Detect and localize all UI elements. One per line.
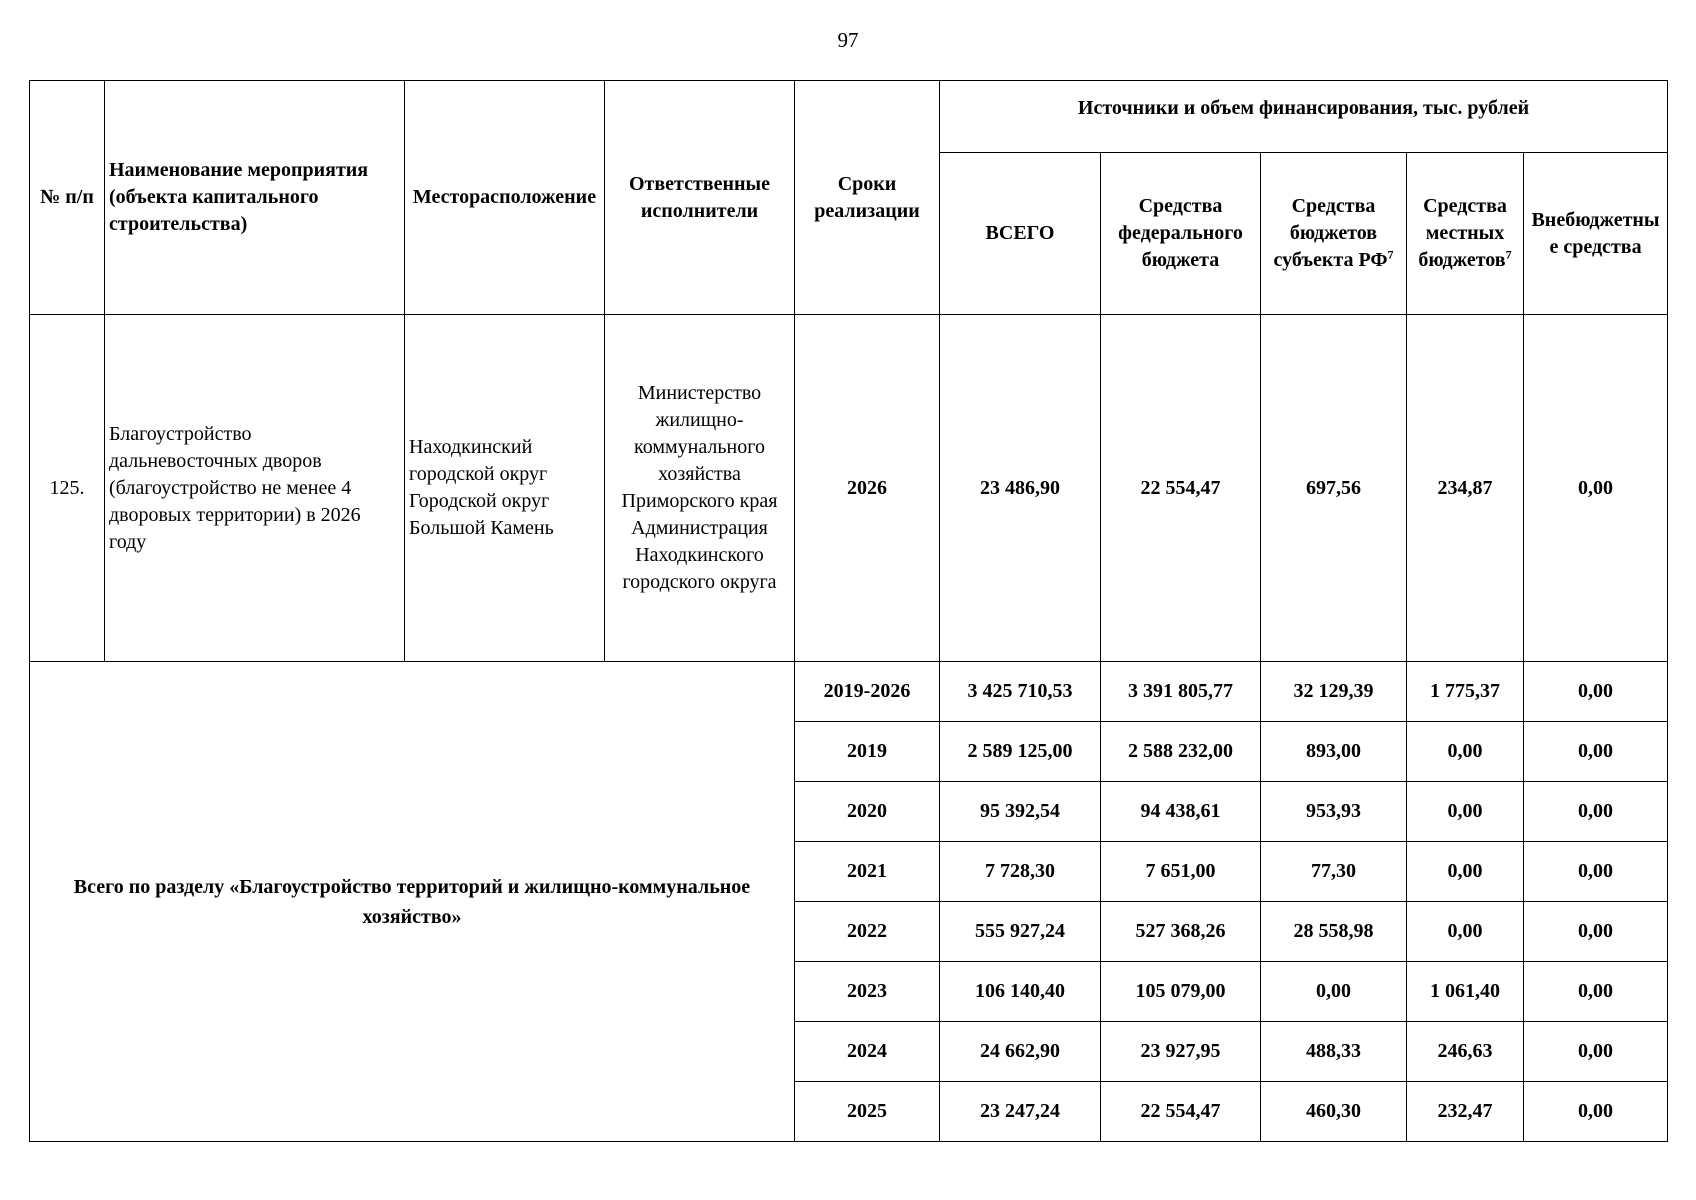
- summary-federal: 527 368,26: [1101, 902, 1261, 962]
- funding-table: [29, 80, 1668, 1142]
- summary-period: 2024: [795, 1022, 940, 1082]
- summary-local: 246,63: [1407, 1022, 1524, 1082]
- summary-total: 106 140,40: [940, 962, 1101, 1022]
- summary-period: 2019-2026: [795, 662, 940, 722]
- summary-extrabudget: 0,00: [1524, 902, 1668, 962]
- header-extrabudget: Внебюджетные средства: [1524, 153, 1668, 315]
- summary-extrabudget: 0,00: [1524, 1022, 1668, 1082]
- item-location: Находкинский городской округ Городской округ Большой Камень: [405, 315, 605, 662]
- summary-local: 1 061,40: [1407, 962, 1524, 1022]
- summary-total: 2 589 125,00: [940, 722, 1101, 782]
- summary-period: 2023: [795, 962, 940, 1022]
- page-number: 97: [837, 28, 859, 52]
- item-subject: 697,56: [1261, 315, 1407, 662]
- header-local: [1407, 153, 1524, 315]
- summary-local: 0,00: [1407, 842, 1524, 902]
- header-total: ВСЕГО: [940, 153, 1101, 315]
- summary-subject: 488,33: [1261, 1022, 1407, 1082]
- summary-subject: 28 558,98: [1261, 902, 1407, 962]
- header-local-label: Средства местных бюджетов: [1418, 195, 1507, 271]
- header-federal: Средства федерального бюджета: [1101, 153, 1261, 315]
- summary-federal: 7 651,00: [1101, 842, 1261, 902]
- summary-extrabudget: 0,00: [1524, 782, 1668, 842]
- item-period: 2026: [795, 315, 940, 662]
- item-responsible: Министерство жилищно-коммунального хозяйства Приморского края Администрация Находкинского городского округа: [605, 315, 795, 662]
- summary-period: 2022: [795, 902, 940, 962]
- summary-local: 0,00: [1407, 722, 1524, 782]
- summary-period: 2025: [795, 1082, 940, 1142]
- item-row: [30, 315, 1668, 662]
- header-funding-group: Источники и объем финансирования, тыс. рублей: [940, 81, 1668, 153]
- summary-period: 2020: [795, 782, 940, 842]
- summary-extrabudget: 0,00: [1524, 722, 1668, 782]
- summary-local: 1 775,37: [1407, 662, 1524, 722]
- summary-total: 555 927,24: [940, 902, 1101, 962]
- summary-federal: 23 927,95: [1101, 1022, 1261, 1082]
- summary-row: [30, 662, 1668, 722]
- summary-subject: 460,30: [1261, 1082, 1407, 1142]
- summary-federal: 94 438,61: [1101, 782, 1261, 842]
- summary-total: 24 662,90: [940, 1022, 1101, 1082]
- header-subject: [1261, 153, 1407, 315]
- header-subject-footnote: 7: [1387, 247, 1394, 262]
- header-no: № п/п: [30, 81, 105, 315]
- summary-total: 23 247,24: [940, 1082, 1101, 1142]
- summary-subject: 0,00: [1261, 962, 1407, 1022]
- summary-federal: 22 554,47: [1101, 1082, 1261, 1142]
- summary-extrabudget: 0,00: [1524, 662, 1668, 722]
- header-responsible: Ответственные исполнители: [605, 81, 795, 315]
- header-period: Сроки реализации: [795, 81, 940, 315]
- summary-total: 95 392,54: [940, 782, 1101, 842]
- summary-total: 7 728,30: [940, 842, 1101, 902]
- item-total: 23 486,90: [940, 315, 1101, 662]
- summary-label: Всего по разделу «Благоустройство территорий и жилищно-коммунальное хозяйство»: [30, 662, 795, 1142]
- item-name: Благоустройство дальневосточных дворов (благоустройство не менее 4 дворовых территории) в 2026 году: [105, 315, 405, 662]
- summary-subject: 893,00: [1261, 722, 1407, 782]
- summary-subject: 77,30: [1261, 842, 1407, 902]
- summary-extrabudget: 0,00: [1524, 962, 1668, 1022]
- summary-extrabudget: 0,00: [1524, 1082, 1668, 1142]
- item-local: 234,87: [1407, 315, 1524, 662]
- item-number: 125.: [30, 315, 105, 662]
- summary-federal: 3 391 805,77: [1101, 662, 1261, 722]
- header-local-footnote: 7: [1505, 247, 1512, 262]
- summary-period: 2021: [795, 842, 940, 902]
- item-extrabudget: 0,00: [1524, 315, 1668, 662]
- header-subject-label: Средства бюджетов субъекта РФ: [1273, 195, 1388, 271]
- summary-subject: 953,93: [1261, 782, 1407, 842]
- summary-local: 0,00: [1407, 902, 1524, 962]
- summary-total: 3 425 710,53: [940, 662, 1101, 722]
- header-row-1: [30, 81, 1668, 153]
- summary-federal: 2 588 232,00: [1101, 722, 1261, 782]
- summary-subject: 32 129,39: [1261, 662, 1407, 722]
- summary-local: 0,00: [1407, 782, 1524, 842]
- summary-federal: 105 079,00: [1101, 962, 1261, 1022]
- summary-period: 2019: [795, 722, 940, 782]
- header-location: Месторасположение: [405, 81, 605, 315]
- summary-extrabudget: 0,00: [1524, 842, 1668, 902]
- header-name: Наименование мероприятия (объекта капитального строительства): [105, 81, 405, 315]
- summary-local: 232,47: [1407, 1082, 1524, 1142]
- item-federal: 22 554,47: [1101, 315, 1261, 662]
